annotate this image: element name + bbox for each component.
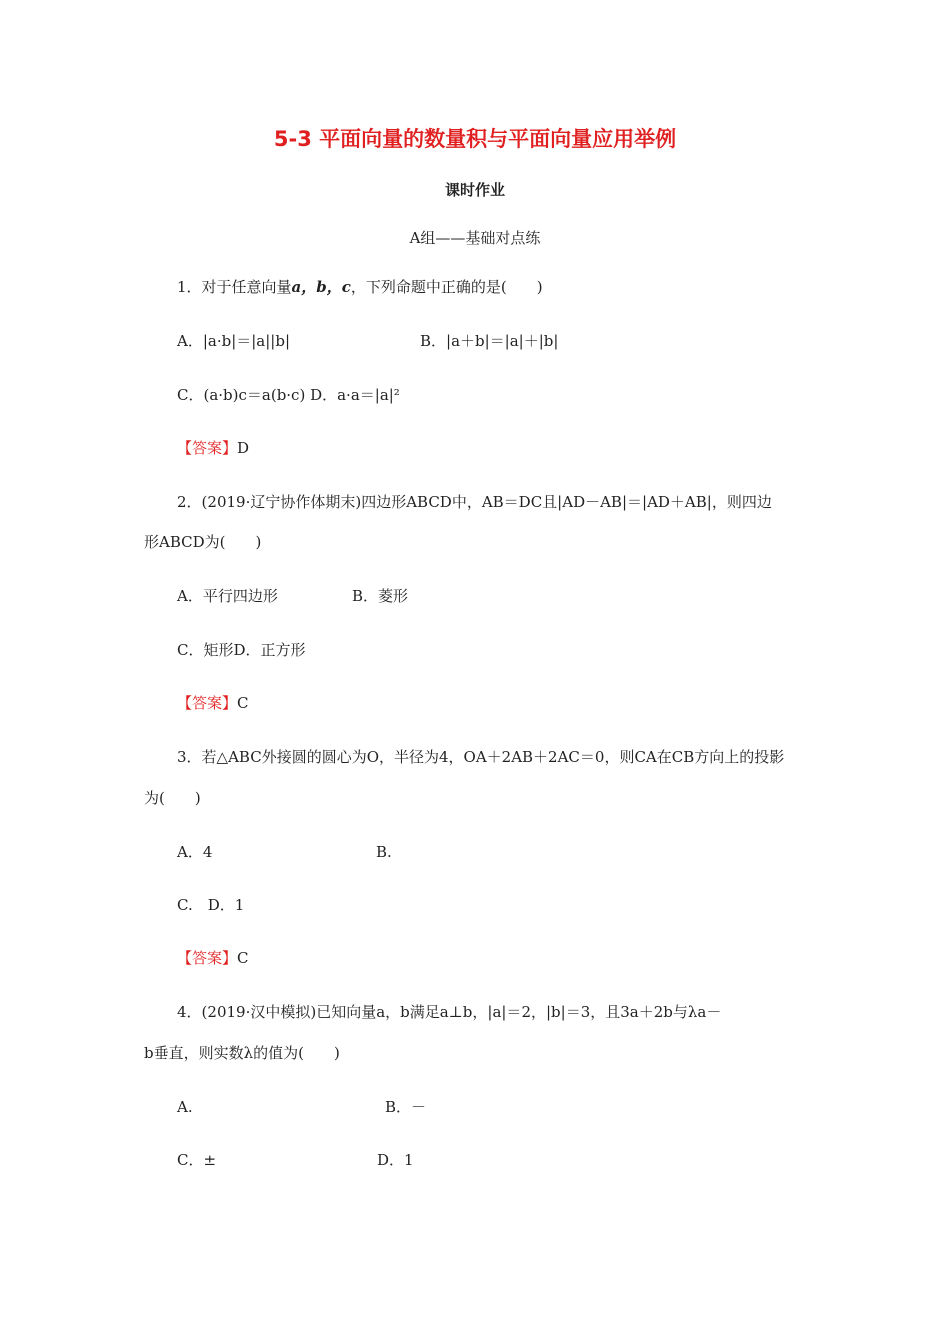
q1-option-b: B．|a＋b|＝|a|＋|b| [420,332,559,350]
q4-stem-line1: 4．(2019·汉中模拟)已知向量a，b满足a⊥b，|a|＝2，|b|＝3，且3a＋2b与λa－ [177,1003,722,1021]
q1-vars: a，b，c [291,278,351,296]
q3-answer-line [177,948,249,968]
q2-stem-line2: 形ABCD为( ) [144,533,262,551]
q1-option-cd: C．(a·b)c＝a(b·c) D．a·a＝|a|² [177,386,400,404]
q3-stem-line2: 为( ) [144,789,201,807]
q1-stem-end: ，下列命题中正确的是( ) [350,278,543,296]
q4-option-c: C．± [177,1151,217,1169]
q4-stem-line2: b垂直，则实数λ的值为( ) [144,1044,340,1062]
q2-option-cd: C．矩形D．正方形 [177,641,306,659]
q2-option-a: A．平行四边形 [177,587,278,605]
q4-option-a: A. [177,1098,193,1116]
q1-stem-start: 1．对于任意向量 [177,278,292,296]
answer-tag: 【答案】 [177,694,238,712]
q2-answer: C [237,694,249,712]
answer-tag: 【答案】 [177,439,238,457]
q4-option-b: B．－ [385,1098,427,1116]
section-subtitle: 课时作业 [444,181,505,199]
q1-answer-line [177,438,249,458]
q1-option-a: A．|a·b|＝|a||b| [177,332,291,350]
q2-answer-line [177,693,249,713]
q4-option-d: D．1 [377,1151,414,1169]
q3-answer: C [237,949,249,967]
q3-stem-line1: 3．若△ABC外接圆的圆心为O，半径为4，OA＋2AB＋2AC＝0，则CA在CB方向上的投影 [177,748,785,766]
group-heading: A组——基础对点练 [409,229,541,247]
q3-option-b: B. [376,843,392,861]
q3-option-a: A．4 [177,843,213,861]
q2-stem-line1: 2．(2019·辽宁协作体期末)四边形ABCD中，AB＝DC且|AD－AB|＝|AD＋AB|，则四边 [177,493,772,511]
q2-option-b: B．菱形 [352,587,409,605]
page-title: 5-3 平面向量的数量积与平面向量应用举例 [273,127,677,151]
q1-answer: D [237,439,250,457]
q3-option-cd: C. D．1 [177,896,245,914]
answer-tag: 【答案】 [177,949,238,967]
q1-stem [177,277,543,297]
